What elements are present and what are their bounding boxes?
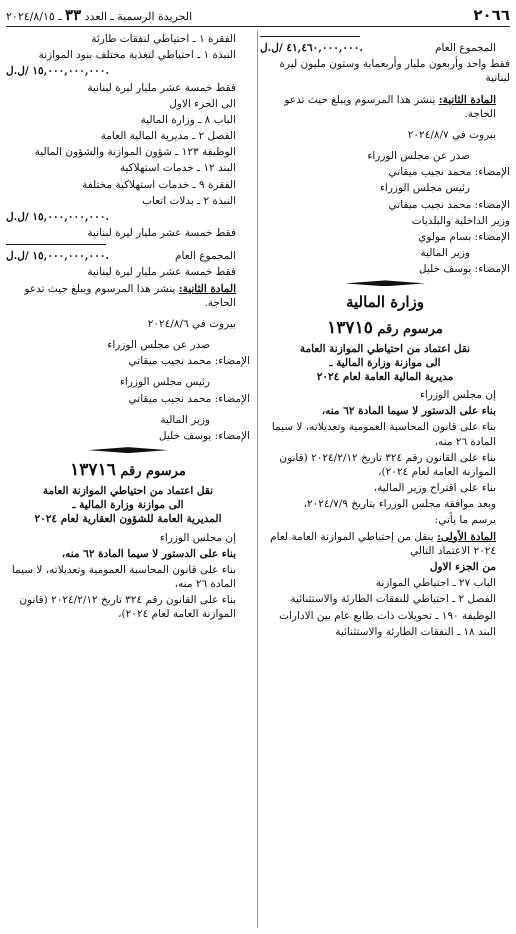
signature: الإمضاء: بسام مولوي bbox=[418, 230, 510, 243]
minister-title: وزير الداخلية والبلديات bbox=[411, 214, 510, 227]
total-label: المجموع العام bbox=[435, 42, 496, 54]
decree-label: مرسوم رقم bbox=[120, 464, 186, 480]
total-words: فقط واحد وأربعون مليار وأربعماية وستون مليون ليرة لبنانية bbox=[279, 58, 510, 85]
signature: الإمضاء: محمد نجيب ميقاتي bbox=[128, 392, 250, 405]
budget-line: الوظيفة ١٩٠ ـ تحويلات ذات طابع عام بين الادارات bbox=[279, 609, 496, 622]
legal-basis: بناء على اقتراح وزير المالية، bbox=[373, 482, 496, 495]
legal-basis: بناء على قانون المحاسبة العمومية وتعديلاته، لا سيما المادة ٢٦ منه، bbox=[271, 421, 496, 448]
amount: ١٥,٠٠٠,٠٠٠,٠٠٠ /ل.ل. bbox=[6, 210, 110, 223]
minister-title: وزير المالية bbox=[420, 247, 470, 260]
decree-title-line: الى موازنة وزارة المالية ـ bbox=[329, 356, 441, 369]
pm-title: رئيس مجلس الوزراء bbox=[379, 182, 470, 195]
article-2-title: المادة الثانية: bbox=[438, 93, 496, 106]
budget-line: النبذة ٢ ـ بدلات اتعاب bbox=[142, 194, 236, 207]
right-column bbox=[260, 32, 510, 930]
decree-title bbox=[260, 342, 510, 385]
budget-line: الباب ٨ ـ وزارة المالية bbox=[140, 113, 236, 126]
issue-date: ـ ٢٠٢٤/٨/١٥ bbox=[6, 9, 62, 23]
signature: الإمضاء: محمد نجيب ميقاتي bbox=[388, 198, 510, 211]
decrees-line: يرسم ما يأتي: bbox=[434, 514, 496, 527]
issued-by: صدر عن مجلس الوزراء bbox=[107, 339, 210, 352]
amount-row bbox=[6, 64, 250, 78]
constitution-clause: بناء على الدستور لا سيما المادة ٦٢ منه، bbox=[321, 405, 496, 418]
council-line: إن مجلس الوزراء bbox=[159, 531, 236, 544]
signature: الإمضاء: يوسف خليل bbox=[158, 429, 250, 442]
left-column bbox=[6, 32, 250, 930]
budget-line: الفصل ٢ ـ احتياطي للنفقات الطارئة والاستثنائية bbox=[290, 593, 496, 606]
budget-line: الفصل ٢ ـ مديرية المالية العامة bbox=[100, 130, 236, 143]
decree-number: ١٣٧١٦ bbox=[70, 460, 116, 481]
section-separator bbox=[260, 280, 510, 286]
decree-title-line: نقل اعتماد من احتياطي الموازنة العامة bbox=[299, 342, 471, 355]
budget-line: النبذة ١ ـ احتياطي لتغذية مختلف بنود الموازنة bbox=[38, 49, 236, 62]
budget-line: البند ١٨ ـ النفقات الطارئة والاستثنائية bbox=[335, 625, 496, 638]
page-number: ٢٠٦٦ bbox=[473, 5, 510, 24]
column-divider bbox=[257, 30, 258, 928]
budget-line: الباب ٢٧ ـ احتياطي الموازنة bbox=[375, 577, 496, 590]
signature: الإمضاء: يوسف خليل bbox=[418, 263, 510, 276]
decree-heading bbox=[6, 459, 250, 482]
ministry-heading: وزارة المالية bbox=[345, 293, 425, 312]
budget-line: البند ١٢ ـ خدمات استهلاكية bbox=[119, 162, 236, 175]
article-2-title: المادة الثانية: bbox=[178, 282, 236, 295]
decree-title-line: المديرية العامة للشؤون العقارية لعام ٢٠٢٤ bbox=[34, 513, 222, 526]
legal-basis: بناء على قانون المحاسبة العمومية وتعديلاته، لا سيما المادة ٢٦ منه، bbox=[11, 563, 236, 591]
amount-words: فقط خمسة عشر مليار ليرة لبنانية bbox=[87, 81, 236, 94]
sum-rule bbox=[6, 244, 106, 245]
article-2-text: ينشر هذا المرسوم ويبلغ حيث تدعو الحاجة. bbox=[284, 93, 496, 120]
amount-row bbox=[6, 210, 250, 224]
issue-number: ٣٣ bbox=[65, 5, 82, 24]
total-words: فقط خمسة عشر مليار ليرة لبنانية bbox=[87, 266, 236, 279]
decree-title-line: الى موازنة وزارة المالية ـ bbox=[72, 499, 184, 512]
article-2 bbox=[260, 93, 510, 121]
budget-line: الفقرة ٩ ـ خدمات استهلاكية مختلفة bbox=[82, 178, 236, 191]
article-1 bbox=[260, 530, 510, 558]
council-line: إن مجلس الوزراء bbox=[419, 389, 496, 402]
signature: الإمضاء: محمد نجيب ميقاتي bbox=[388, 166, 510, 179]
date-line: بيروت في ٢٠٢٤/٨/٦ bbox=[147, 317, 236, 330]
decree-heading bbox=[260, 317, 510, 340]
pm-title: رئيس مجلس الوزراء bbox=[119, 376, 210, 389]
total-amount: ٤١,٤٦٠,٠٠٠,٠٠٠ /ل.ل. bbox=[260, 42, 364, 54]
amount-words: فقط خمسة عشر مليار ليرة لبنانية bbox=[87, 227, 236, 240]
legal-basis: بناء على القانون رقم ٣٢٤ تاريخ ٢٠٢٤/٢/١٢ (قانون الموازنة العامة لعام ٢٠٢٤)، bbox=[19, 594, 236, 621]
section-separator bbox=[6, 447, 250, 453]
total-row bbox=[260, 41, 510, 55]
budget-part: الى الجزء الاول bbox=[169, 97, 236, 110]
budget-part: من الجزء الاول bbox=[429, 561, 496, 573]
decree-title-line: نقل اعتماد من احتياطي الموازنة العامة bbox=[42, 485, 214, 498]
article-2-text: ينشر هذا المرسوم ويبلغ حيث تدعو الحاجة. bbox=[24, 282, 236, 309]
decree-title-line: مديرية المالية العامة لعام ٢٠٢٤ bbox=[316, 370, 454, 383]
article-1-text: ينقل من إحتياطي الموازنة العامة لعام ٢٠٢٤ الاعتماد التالي bbox=[270, 530, 496, 557]
total-amount: ١٥,٠٠٠,٠٠٠,٠٠٠ /ل.ل. bbox=[6, 250, 110, 263]
gazette-name: الجريدة الرسمية ـ العدد bbox=[84, 9, 193, 23]
amount: ١٥,٠٠٠,٠٠٠,٠٠٠ /ل.ل. bbox=[6, 65, 110, 78]
gazette-title bbox=[6, 5, 192, 25]
article-2 bbox=[6, 282, 250, 310]
budget-line: الفقرة ١ ـ احتياطي لنفقات طارئة bbox=[91, 33, 236, 45]
legal-basis: بناء على القانون رقم ٣٢٤ تاريخ ٢٠٢٤/٢/١٢ (قانون الموازنة العامة لعام ٢٠٢٤)، bbox=[279, 451, 496, 478]
budget-line: الوظيفة ١٢٣ ـ شؤون الموازنة والشؤون المالية bbox=[34, 146, 236, 159]
decree-number: ١٣٧١٥ bbox=[327, 317, 373, 338]
legal-basis: وبعد موافقة مجلس الوزراء بتاريخ ٢٠٢٤/٧/٩، bbox=[303, 498, 496, 511]
total-label: المجموع العام bbox=[175, 250, 236, 263]
decree-title bbox=[6, 484, 250, 527]
constitution-clause: بناء على الدستور لا سيما المادة ٦٢ منه، bbox=[61, 547, 236, 560]
date-line: بيروت في ٢٠٢٤/٨/٧ bbox=[407, 128, 496, 141]
page-header bbox=[6, 4, 510, 27]
total-row bbox=[6, 249, 250, 263]
sum-rule bbox=[260, 36, 360, 37]
signature: الإمضاء: محمد نجيب ميقاتي bbox=[128, 355, 250, 368]
issued-by: صدر عن مجلس الوزراء bbox=[367, 150, 470, 163]
decree-label: مرسوم رقم bbox=[377, 321, 443, 337]
minister-title: وزير المالية bbox=[160, 413, 210, 426]
article-1-title: المادة الأولى: bbox=[436, 530, 496, 543]
